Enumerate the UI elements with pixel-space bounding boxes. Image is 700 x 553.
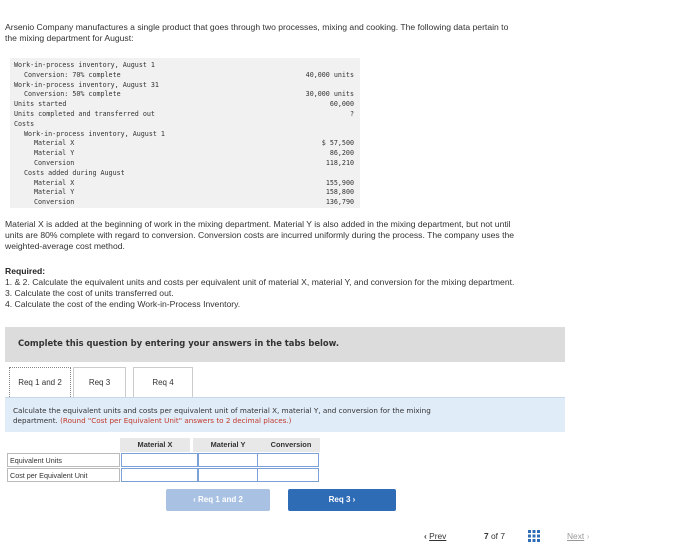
data-row-label: Costs added during August (24, 168, 125, 177)
tab-req-1-and-2[interactable] (9, 367, 71, 397)
data-row (10, 187, 360, 197)
data-row-value: 60,000 (329, 100, 354, 109)
tab-instruction-line-1: Calculate the equivalent units and costs per equivalent unit of material X, material Y, and conversion for the mixing (13, 406, 431, 415)
instruction-department: department. (13, 416, 61, 425)
chevron-left-icon: ‹ (424, 531, 427, 541)
tab-instruction-line-2 (13, 416, 291, 425)
data-row-label: Units started (14, 100, 67, 109)
intro-line-1: Arsenio Company manufactures a single product that goes through two processes, mixing and cooking. The following data pertain to (5, 22, 509, 32)
next-tab-button[interactable] (288, 489, 396, 511)
data-table (10, 58, 360, 208)
intro-paragraph (5, 22, 508, 44)
required-title: Required: (5, 266, 46, 276)
data-row-value: ? (349, 110, 354, 118)
required-item-2: 3. Calculate the cost of units transferred out. (5, 288, 174, 298)
grid-icon-svg (528, 530, 540, 542)
data-row-label: Conversion: 70% complete (24, 70, 121, 79)
data-row (10, 109, 360, 119)
grid-icon[interactable] (528, 529, 540, 541)
instructions-banner (5, 327, 565, 362)
page-indicator (484, 531, 505, 541)
data-row (10, 89, 360, 99)
header-material-y: Material Y (193, 438, 263, 452)
data-row-value: 86,200 (329, 149, 354, 158)
required-section (5, 266, 514, 310)
next-page-link[interactable] (567, 531, 589, 541)
data-row-label: Conversion: 50% complete (24, 90, 121, 99)
row-label-equivalent-units: Equivalent Units (7, 453, 120, 467)
prev-page-link[interactable] (424, 531, 446, 541)
note-line-3: weighted-average cost method. (5, 241, 125, 251)
prev-tab-button[interactable] (166, 489, 270, 511)
next-page-label: Next (567, 531, 585, 541)
page-of: of (491, 531, 498, 541)
data-row (10, 158, 360, 168)
data-row-value: 155,900 (325, 178, 354, 187)
data-row-label: Conversion (34, 198, 75, 207)
row-label-cost-per-equivalent-unit: Cost per Equivalent Unit (7, 468, 120, 482)
required-item-3: 4. Calculate the cost of the ending Work-in-Process Inventory. (5, 299, 241, 309)
data-row-label: Material X (34, 178, 75, 187)
data-row-label: Work-in-process inventory, August 1 (24, 129, 165, 138)
data-row (10, 138, 360, 148)
equivalent-units-material-x-input[interactable] (121, 453, 198, 467)
data-row-value: 136,790 (325, 198, 354, 207)
cost-per-eu-material-x-input[interactable] (121, 468, 198, 482)
tab-instruction (5, 397, 565, 432)
tab-req-3[interactable] (73, 367, 126, 397)
instructions-banner-text: Complete this question by entering your answers in the tabs below. (18, 338, 340, 348)
intro-line-2: the mixing department for August: (5, 33, 134, 43)
note-line-2: units are 80% complete with regard to conversion. Conversion costs are incurred uniformly during the process. The company uses the (5, 230, 515, 240)
prev-tab-button-text (166, 495, 270, 504)
data-row (10, 99, 360, 109)
data-row (10, 148, 360, 158)
prev-page-label: Prev (429, 531, 447, 541)
data-row (10, 119, 360, 129)
prev-tab-label: Req 1 and 2 (197, 495, 243, 504)
total-pages: 7 (500, 531, 505, 541)
data-row (10, 168, 360, 178)
data-row (10, 178, 360, 188)
data-row (10, 80, 360, 90)
data-row-value: 118,210 (325, 159, 354, 167)
header-material-x: Material X (120, 438, 190, 452)
data-row-label: Material X (34, 139, 75, 148)
next-tab-button-text (288, 495, 396, 504)
data-row-value: $ 57,500 (321, 139, 354, 148)
rounding-note: (Round "Cost per Equivalent Unit" answers to 2 decimal places.) (60, 416, 292, 425)
chevron-left-icon: ‹ (193, 495, 198, 504)
data-row-label: Material Y (34, 149, 75, 158)
data-row-label: Work-in-process inventory, August 1 (14, 61, 155, 69)
data-row (10, 197, 360, 207)
next-tab-label: Req 3 (328, 495, 351, 504)
header-conversion: Conversion (262, 438, 320, 452)
data-row (10, 70, 360, 80)
data-row-label: Costs (14, 119, 35, 128)
data-row-value: 40,000 units (305, 70, 354, 79)
cost-per-eu-conversion-input[interactable] (257, 468, 319, 482)
tab-req-4[interactable] (133, 367, 193, 397)
equivalent-units-conversion-input[interactable] (257, 453, 319, 467)
answer-table (7, 438, 327, 484)
required-item-1: 1. & 2. Calculate the equivalent units and costs per equivalent unit of material X, material Y, and conversion for the mixing department. (5, 277, 515, 287)
data-row-label: Work-in-process inventory, August 31 (14, 80, 159, 89)
data-row (10, 129, 360, 139)
chevron-right-icon: › (350, 495, 356, 504)
note-line-1: Material X is added at the beginning of work in the mixing department. Material Y is also added in the mixing department, but not until (5, 219, 511, 229)
tab-req-4-label: Req 4 (152, 378, 174, 387)
data-row-label: Conversion (34, 159, 75, 167)
current-page: 7 (484, 531, 489, 541)
data-row-label: Units completed and transferred out (14, 110, 155, 118)
tab-req-1-and-2-label: Req 1 and 2 (18, 378, 62, 387)
tab-req-3-label: Req 3 (88, 378, 111, 387)
data-row-value: 30,000 units (305, 90, 354, 99)
note-paragraph (5, 219, 514, 252)
data-row (10, 60, 360, 70)
chevron-right-icon: › (586, 531, 590, 541)
data-row-value: 158,800 (325, 188, 354, 197)
data-row-label: Material Y (34, 188, 75, 197)
